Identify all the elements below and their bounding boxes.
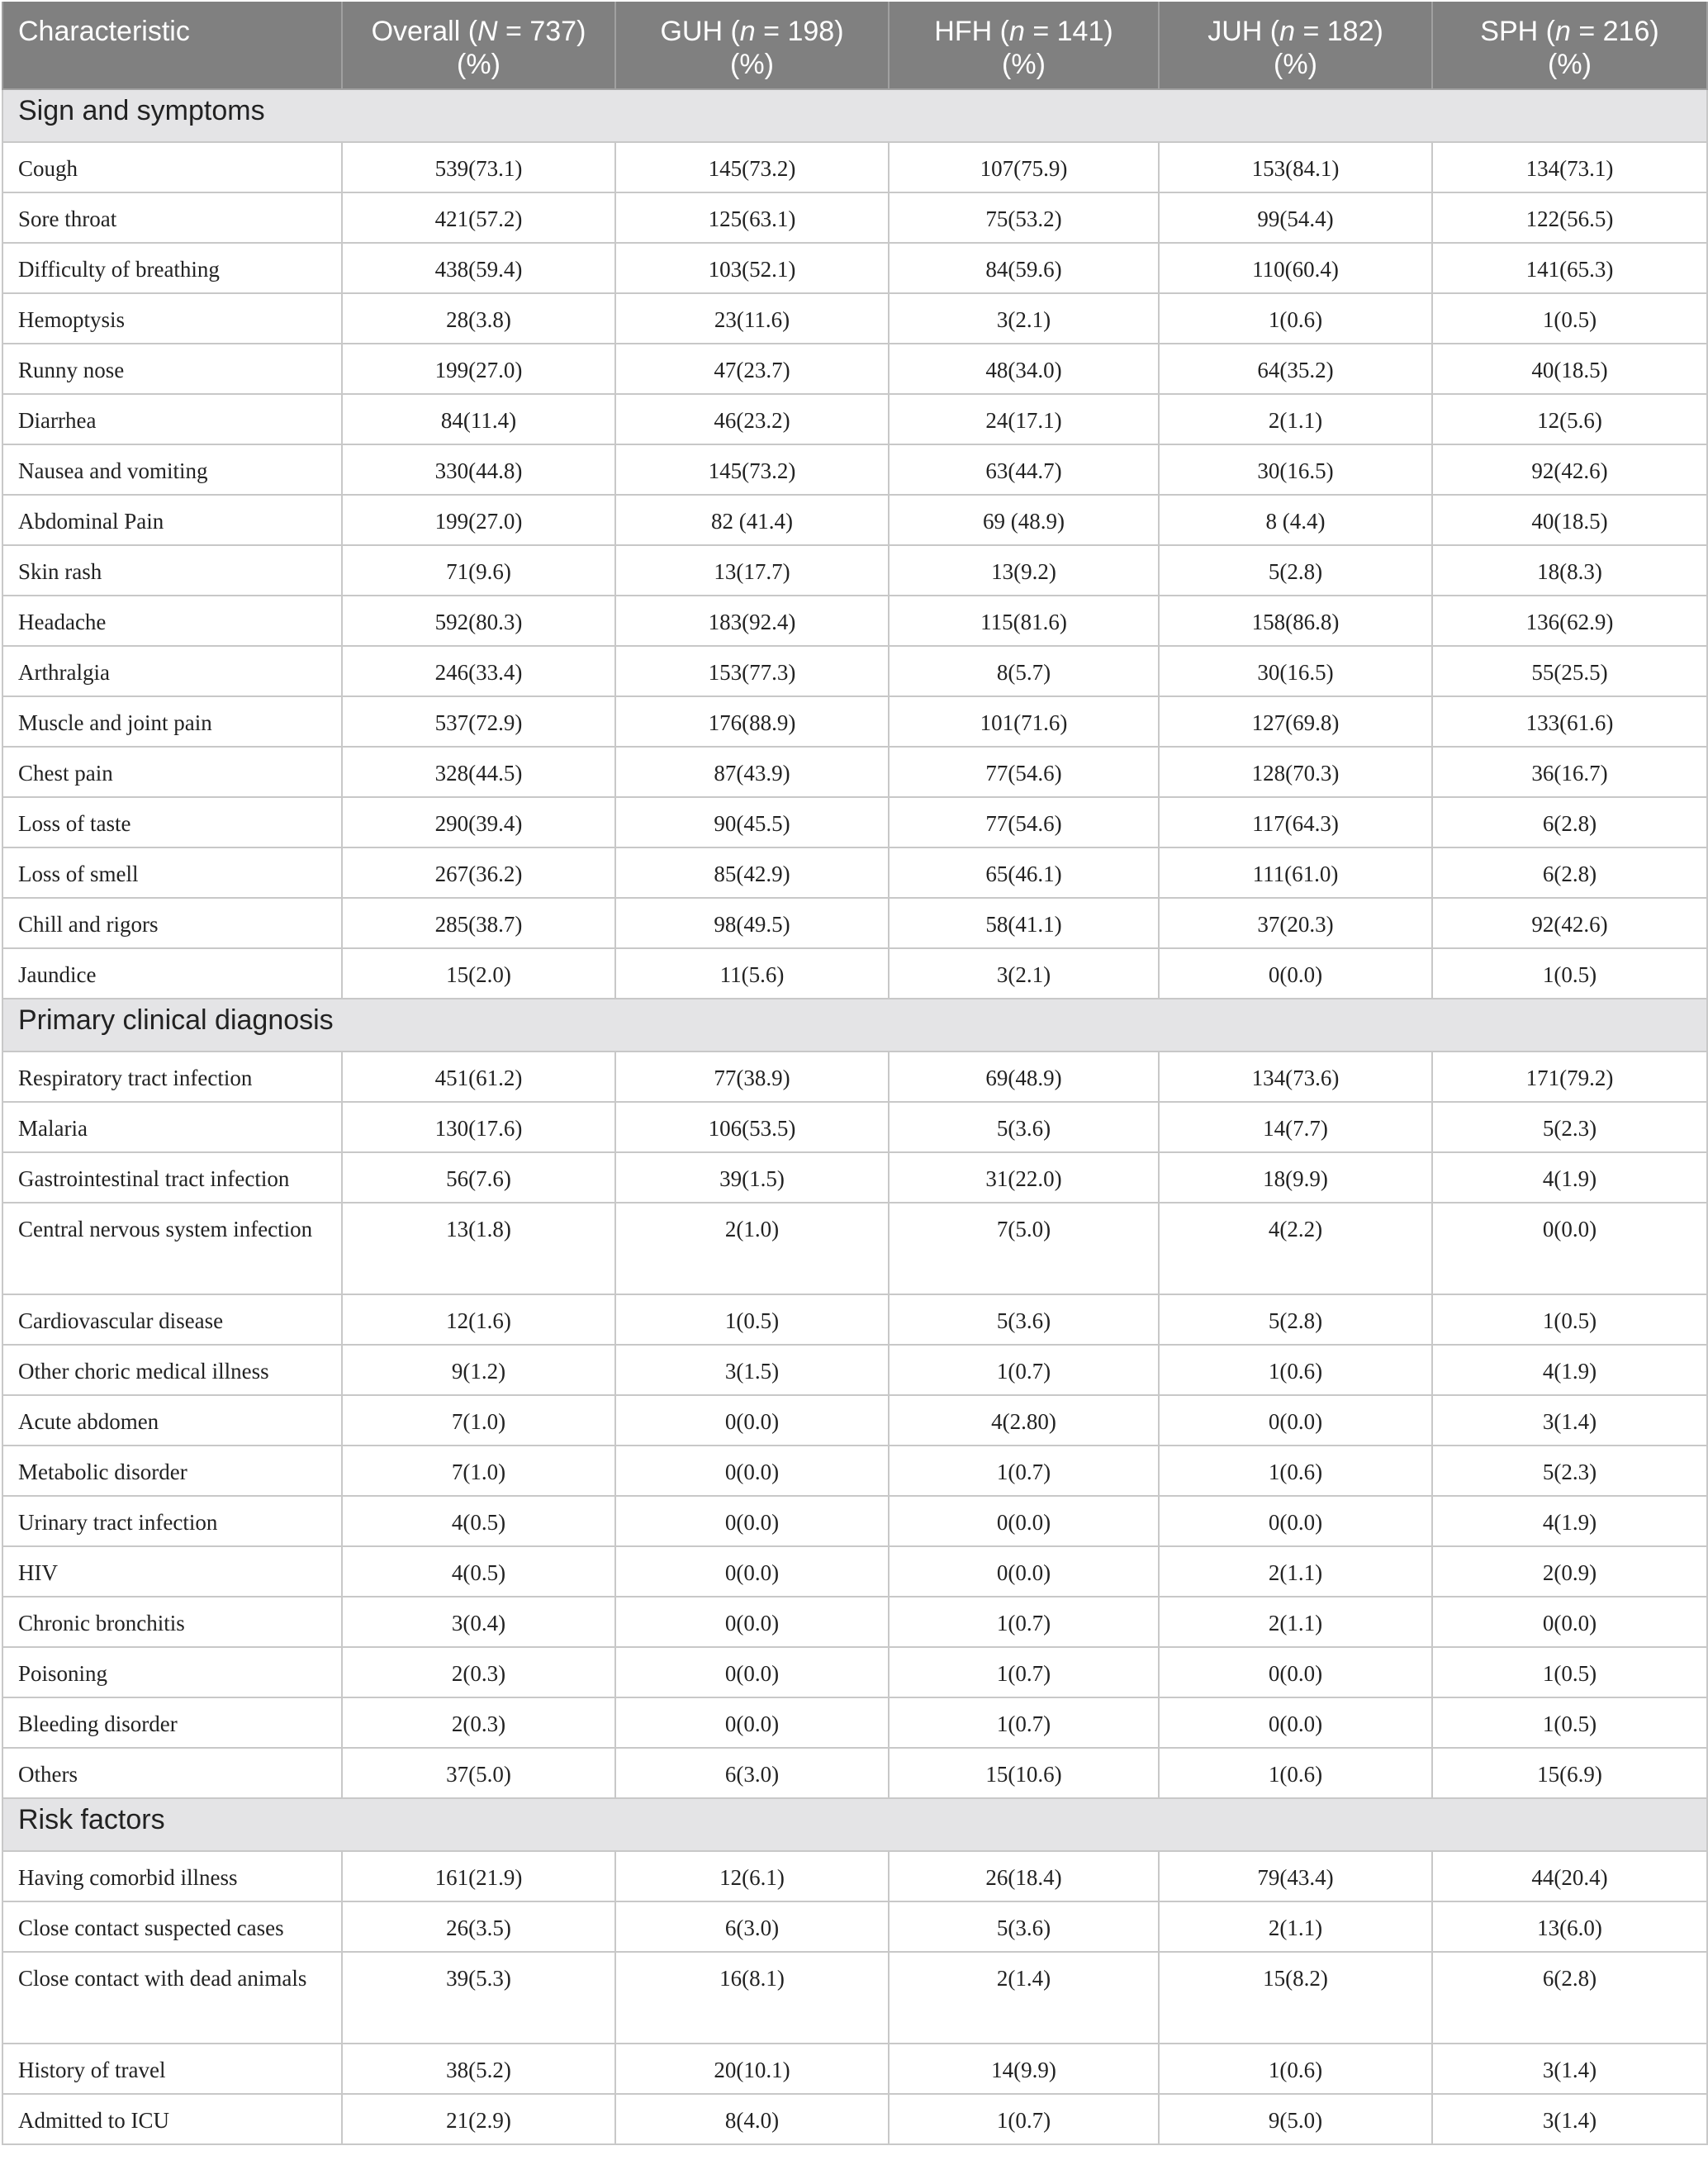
row-label: Having comorbid illness [2, 1851, 342, 1901]
table-cell: 15(2.0) [342, 948, 615, 999]
table-row [2, 1203, 1707, 1294]
table-cell: 92(42.6) [1432, 444, 1707, 495]
table-cell: 2(0.9) [1432, 1546, 1707, 1597]
table-cell: 2(0.3) [342, 1647, 615, 1697]
table-row [2, 1345, 1707, 1395]
header-column: Overall (N = 737) (%) [342, 2, 615, 89]
table-cell: 4(2.80) [889, 1395, 1159, 1446]
table-cell: 0(0.0) [1159, 1496, 1432, 1546]
table-cell: 46(23.2) [615, 394, 889, 444]
table-cell: 4(1.9) [1432, 1345, 1707, 1395]
table-cell: 18(9.9) [1159, 1152, 1432, 1203]
table-cell: 145(73.2) [615, 444, 889, 495]
table-cell: 6(2.8) [1432, 847, 1707, 898]
table-row [2, 847, 1707, 898]
table-cell: 153(84.1) [1159, 142, 1432, 192]
row-label: HIV [2, 1546, 342, 1597]
table-cell: 4(2.2) [1159, 1203, 1432, 1294]
row-label: Respiratory tract infection [2, 1052, 342, 1102]
section-title: Risk factors [2, 1798, 1707, 1851]
table-row [2, 1102, 1707, 1152]
table-cell: 0(0.0) [1432, 1597, 1707, 1647]
table-cell: 11(5.6) [615, 948, 889, 999]
section-header-row [2, 89, 1707, 142]
table-cell: 99(54.4) [1159, 192, 1432, 243]
table-cell: 1(0.5) [1432, 1647, 1707, 1697]
table-cell: 75(53.2) [889, 192, 1159, 243]
table-cell: 26(18.4) [889, 1851, 1159, 1901]
row-label: History of travel [2, 2044, 342, 2094]
table-cell: 539(73.1) [342, 142, 615, 192]
table-cell: 0(0.0) [615, 1647, 889, 1697]
table-row [2, 1496, 1707, 1546]
table-cell: 7(1.0) [342, 1446, 615, 1496]
table-cell: 0(0.0) [615, 1597, 889, 1647]
table-cell: 1(0.7) [889, 1597, 1159, 1647]
table-cell: 2(1.0) [615, 1203, 889, 1294]
table-cell: 1(0.5) [1432, 1697, 1707, 1748]
section-title: Sign and symptoms [2, 89, 1707, 142]
table-cell: 2(1.4) [889, 1952, 1159, 2044]
table-cell: 0(0.0) [889, 1546, 1159, 1597]
table-cell: 5(3.6) [889, 1901, 1159, 1952]
table-cell: 3(1.4) [1432, 1395, 1707, 1446]
section-title: Primary clinical diagnosis [2, 999, 1707, 1052]
table-cell: 40(18.5) [1432, 344, 1707, 394]
table-cell: 330(44.8) [342, 444, 615, 495]
table-cell: 12(6.1) [615, 1851, 889, 1901]
table-row [2, 1052, 1707, 1102]
table-cell: 9(5.0) [1159, 2094, 1432, 2144]
table-row [2, 192, 1707, 243]
clinical-characteristics-table [2, 2, 1708, 2145]
table-row [2, 1901, 1707, 1952]
table-cell: 4(0.5) [342, 1546, 615, 1597]
table-row [2, 1647, 1707, 1697]
table-row [2, 696, 1707, 747]
table-cell: 111(61.0) [1159, 847, 1432, 898]
table-cell: 103(52.1) [615, 243, 889, 293]
table-cell: 4(1.9) [1432, 1496, 1707, 1546]
row-label: Hemoptysis [2, 293, 342, 344]
table-cell: 101(71.6) [889, 696, 1159, 747]
table-cell: 290(39.4) [342, 797, 615, 847]
table-cell: 1(0.6) [1159, 2044, 1432, 2094]
table-cell: 1(0.7) [889, 1345, 1159, 1395]
row-label: Headache [2, 596, 342, 646]
table-cell: 106(53.5) [615, 1102, 889, 1152]
row-label: Gastrointestinal tract infection [2, 1152, 342, 1203]
row-label: Central nervous system infection [2, 1203, 342, 1294]
table-cell: 6(2.8) [1432, 797, 1707, 847]
table-cell: 65(46.1) [889, 847, 1159, 898]
table-cell: 136(62.9) [1432, 596, 1707, 646]
header-column: JUH (n = 182) (%) [1159, 2, 1432, 89]
table-row [2, 646, 1707, 696]
row-label: Close contact with dead animals [2, 1952, 342, 2044]
table-cell: 90(45.5) [615, 797, 889, 847]
table-cell: 421(57.2) [342, 192, 615, 243]
table-row [2, 797, 1707, 847]
table-cell: 3(0.4) [342, 1597, 615, 1647]
table-cell: 0(0.0) [1159, 1395, 1432, 1446]
table-cell: 82 (41.4) [615, 495, 889, 545]
table-row [2, 394, 1707, 444]
table-cell: 153(77.3) [615, 646, 889, 696]
table-cell: 24(17.1) [889, 394, 1159, 444]
section-header-row [2, 1798, 1707, 1851]
table-cell: 1(0.5) [1432, 293, 1707, 344]
table-cell: 0(0.0) [1159, 1647, 1432, 1697]
table-cell: 1(0.6) [1159, 1446, 1432, 1496]
table-cell: 7(5.0) [889, 1203, 1159, 1294]
table-cell: 18(8.3) [1432, 545, 1707, 596]
table-cell: 107(75.9) [889, 142, 1159, 192]
row-label: Others [2, 1748, 342, 1798]
table-row [2, 2094, 1707, 2144]
table-row [2, 1546, 1707, 1597]
table-cell: 26(3.5) [342, 1901, 615, 1952]
table-row [2, 1294, 1707, 1345]
table-cell: 6(2.8) [1432, 1952, 1707, 2044]
row-label: Loss of taste [2, 797, 342, 847]
table-cell: 125(63.1) [615, 192, 889, 243]
table-cell: 8 (4.4) [1159, 495, 1432, 545]
row-label: Chill and rigors [2, 898, 342, 948]
table-cell: 5(3.6) [889, 1294, 1159, 1345]
table-row [2, 1152, 1707, 1203]
table-cell: 13(17.7) [615, 545, 889, 596]
table-row [2, 444, 1707, 495]
table-cell: 5(2.3) [1432, 1102, 1707, 1152]
table-cell: 47(23.7) [615, 344, 889, 394]
row-label: Urinary tract infection [2, 1496, 342, 1546]
table-cell: 1(0.6) [1159, 1748, 1432, 1798]
table-cell: 158(86.8) [1159, 596, 1432, 646]
table-cell: 2(0.3) [342, 1697, 615, 1748]
row-label: Close contact suspected cases [2, 1901, 342, 1952]
table-cell: 15(8.2) [1159, 1952, 1432, 2044]
table-row [2, 495, 1707, 545]
row-label: Admitted to ICU [2, 2094, 342, 2144]
table-row [2, 1851, 1707, 1901]
table-row [2, 344, 1707, 394]
table-cell: 38(5.2) [342, 2044, 615, 2094]
table-cell: 8(5.7) [889, 646, 1159, 696]
table-cell: 0(0.0) [1432, 1203, 1707, 1294]
row-label: Poisoning [2, 1647, 342, 1697]
header-row [2, 2, 1707, 89]
table-cell: 64(35.2) [1159, 344, 1432, 394]
table-cell: 130(17.6) [342, 1102, 615, 1152]
table-cell: 63(44.7) [889, 444, 1159, 495]
table-cell: 3(2.1) [889, 948, 1159, 999]
table-cell: 84(11.4) [342, 394, 615, 444]
table-cell: 4(0.5) [342, 1496, 615, 1546]
table-cell: 37(5.0) [342, 1748, 615, 1798]
table-cell: 20(10.1) [615, 2044, 889, 2094]
table-row [2, 142, 1707, 192]
table-cell: 6(3.0) [615, 1748, 889, 1798]
row-label: Sore throat [2, 192, 342, 243]
table-cell: 12(5.6) [1432, 394, 1707, 444]
table-row [2, 293, 1707, 344]
table-cell: 8(4.0) [615, 2094, 889, 2144]
table-cell: 92(42.6) [1432, 898, 1707, 948]
row-label: Chronic bronchitis [2, 1597, 342, 1647]
row-label: Difficulty of breathing [2, 243, 342, 293]
table-cell: 77(54.6) [889, 747, 1159, 797]
table-cell: 77(38.9) [615, 1052, 889, 1102]
table-cell: 592(80.3) [342, 596, 615, 646]
row-label: Runny nose [2, 344, 342, 394]
table-cell: 199(27.0) [342, 344, 615, 394]
table-cell: 1(0.6) [1159, 1345, 1432, 1395]
table-cell: 134(73.1) [1432, 142, 1707, 192]
table-cell: 0(0.0) [615, 1546, 889, 1597]
table-cell: 0(0.0) [1159, 1697, 1432, 1748]
row-label: Abdominal Pain [2, 495, 342, 545]
row-label: Other choric medical illness [2, 1345, 342, 1395]
table-cell: 128(70.3) [1159, 747, 1432, 797]
table-cell: 69(48.9) [889, 1052, 1159, 1102]
section-header-row [2, 999, 1707, 1052]
table-cell: 145(73.2) [615, 142, 889, 192]
row-label: Skin rash [2, 545, 342, 596]
table-cell: 328(44.5) [342, 747, 615, 797]
table-cell: 199(27.0) [342, 495, 615, 545]
table-cell: 6(3.0) [615, 1901, 889, 1952]
header-column: GUH (n = 198) (%) [615, 2, 889, 89]
table-row [2, 545, 1707, 596]
table-cell: 0(0.0) [615, 1697, 889, 1748]
table-cell: 0(0.0) [889, 1496, 1159, 1546]
row-label: Bleeding disorder [2, 1697, 342, 1748]
table-cell: 15(6.9) [1432, 1748, 1707, 1798]
table-cell: 16(8.1) [615, 1952, 889, 2044]
table-cell: 183(92.4) [615, 596, 889, 646]
table-cell: 4(1.9) [1432, 1152, 1707, 1203]
row-label: Malaria [2, 1102, 342, 1152]
header-characteristic: Characteristic [2, 2, 342, 89]
table-cell: 1(0.5) [1432, 1294, 1707, 1345]
table-cell: 23(11.6) [615, 293, 889, 344]
table-cell: 171(79.2) [1432, 1052, 1707, 1102]
table-cell: 5(2.8) [1159, 545, 1432, 596]
table-cell: 69 (48.9) [889, 495, 1159, 545]
table-cell: 56(7.6) [342, 1152, 615, 1203]
table-cell: 3(1.4) [1432, 2094, 1707, 2144]
table-cell: 1(0.5) [615, 1294, 889, 1345]
table-cell: 2(1.1) [1159, 1546, 1432, 1597]
table-cell: 15(10.6) [889, 1748, 1159, 1798]
table-cell: 0(0.0) [1159, 948, 1432, 999]
table-cell: 77(54.6) [889, 797, 1159, 847]
table-cell: 246(33.4) [342, 646, 615, 696]
table-cell: 39(1.5) [615, 1152, 889, 1203]
table-cell: 438(59.4) [342, 243, 615, 293]
table-cell: 1(0.7) [889, 1446, 1159, 1496]
table-cell: 87(43.9) [615, 747, 889, 797]
table-row [2, 596, 1707, 646]
table-cell: 84(59.6) [889, 243, 1159, 293]
table-cell: 127(69.8) [1159, 696, 1432, 747]
table-row [2, 747, 1707, 797]
header-column: SPH (n = 216) (%) [1432, 2, 1707, 89]
table-row [2, 1952, 1707, 2044]
table-row [2, 1395, 1707, 1446]
table-row [2, 948, 1707, 999]
table-cell: 115(81.6) [889, 596, 1159, 646]
table-cell: 48(34.0) [889, 344, 1159, 394]
row-label: Chest pain [2, 747, 342, 797]
table-cell: 14(7.7) [1159, 1102, 1432, 1152]
row-label: Diarrhea [2, 394, 342, 444]
table-cell: 176(88.9) [615, 696, 889, 747]
table-row [2, 243, 1707, 293]
table-cell: 71(9.6) [342, 545, 615, 596]
table-cell: 39(5.3) [342, 1952, 615, 2044]
table-cell: 85(42.9) [615, 847, 889, 898]
table-cell: 5(3.6) [889, 1102, 1159, 1152]
table-cell: 2(1.1) [1159, 1901, 1432, 1952]
table-cell: 1(0.7) [889, 1697, 1159, 1748]
table-cell: 117(64.3) [1159, 797, 1432, 847]
row-label: Jaundice [2, 948, 342, 999]
table-cell: 55(25.5) [1432, 646, 1707, 696]
table-cell: 285(38.7) [342, 898, 615, 948]
table-row [2, 1748, 1707, 1798]
table-cell: 161(21.9) [342, 1851, 615, 1901]
table-cell: 37(20.3) [1159, 898, 1432, 948]
row-label: Arthralgia [2, 646, 342, 696]
row-label: Muscle and joint pain [2, 696, 342, 747]
table-cell: 98(49.5) [615, 898, 889, 948]
table-cell: 3(1.4) [1432, 2044, 1707, 2094]
table-cell: 30(16.5) [1159, 444, 1432, 495]
table-cell: 0(0.0) [615, 1446, 889, 1496]
table-cell: 2(1.1) [1159, 394, 1432, 444]
table-cell: 1(0.7) [889, 2094, 1159, 2144]
table-cell: 122(56.5) [1432, 192, 1707, 243]
table-cell: 13(6.0) [1432, 1901, 1707, 1952]
table-cell: 44(20.4) [1432, 1851, 1707, 1901]
row-label: Nausea and vomiting [2, 444, 342, 495]
table-row [2, 1446, 1707, 1496]
table-row [2, 1597, 1707, 1647]
row-label: Acute abdomen [2, 1395, 342, 1446]
table-cell: 5(2.3) [1432, 1446, 1707, 1496]
table-cell: 30(16.5) [1159, 646, 1432, 696]
table-row [2, 2044, 1707, 2094]
table-cell: 141(65.3) [1432, 243, 1707, 293]
table-cell: 36(16.7) [1432, 747, 1707, 797]
table-cell: 5(2.8) [1159, 1294, 1432, 1345]
table-cell: 0(0.0) [615, 1496, 889, 1546]
table-cell: 1(0.5) [1432, 948, 1707, 999]
table-cell: 537(72.9) [342, 696, 615, 747]
table-cell: 267(36.2) [342, 847, 615, 898]
table-cell: 2(1.1) [1159, 1597, 1432, 1647]
table-cell: 21(2.9) [342, 2094, 615, 2144]
table-row [2, 898, 1707, 948]
table-cell: 12(1.6) [342, 1294, 615, 1345]
table-row [2, 1697, 1707, 1748]
table-cell: 13(9.2) [889, 545, 1159, 596]
row-label: Cough [2, 142, 342, 192]
table-cell: 451(61.2) [342, 1052, 615, 1102]
row-label: Metabolic disorder [2, 1446, 342, 1496]
table-cell: 133(61.6) [1432, 696, 1707, 747]
table-cell: 3(2.1) [889, 293, 1159, 344]
table-cell: 0(0.0) [615, 1395, 889, 1446]
table-cell: 1(0.6) [1159, 293, 1432, 344]
table-cell: 9(1.2) [342, 1345, 615, 1395]
table-cell: 14(9.9) [889, 2044, 1159, 2094]
table-cell: 134(73.6) [1159, 1052, 1432, 1102]
table-cell: 28(3.8) [342, 293, 615, 344]
table-cell: 7(1.0) [342, 1395, 615, 1446]
table-cell: 58(41.1) [889, 898, 1159, 948]
table-cell: 110(60.4) [1159, 243, 1432, 293]
table-cell: 1(0.7) [889, 1647, 1159, 1697]
row-label: Cardiovascular disease [2, 1294, 342, 1345]
table-cell: 79(43.4) [1159, 1851, 1432, 1901]
table-cell: 31(22.0) [889, 1152, 1159, 1203]
header-column: HFH (n = 141) (%) [889, 2, 1159, 89]
table-cell: 40(18.5) [1432, 495, 1707, 545]
table-cell: 3(1.5) [615, 1345, 889, 1395]
row-label: Loss of smell [2, 847, 342, 898]
table-cell: 13(1.8) [342, 1203, 615, 1294]
